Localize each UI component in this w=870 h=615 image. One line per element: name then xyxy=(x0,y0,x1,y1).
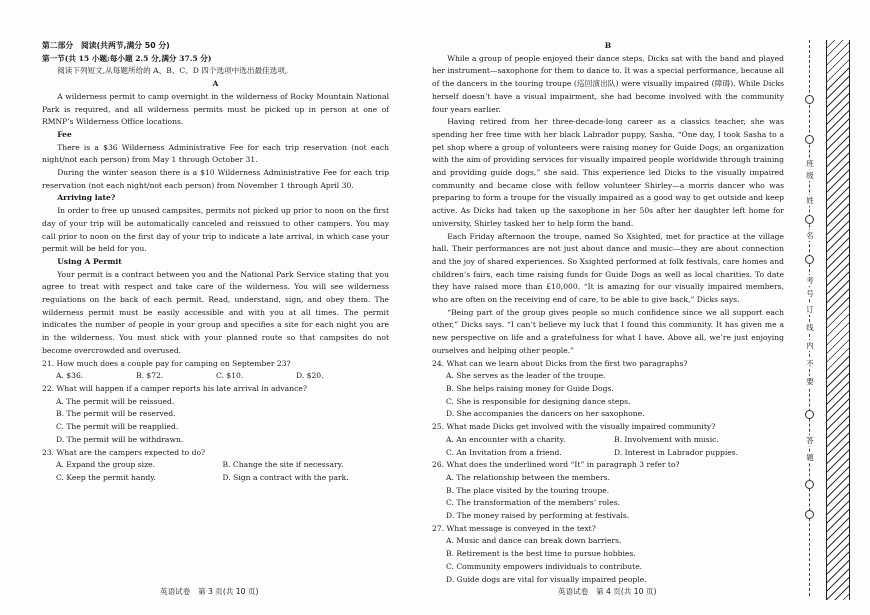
option-b: B. Retirement is the best time to pursue hobbies. xyxy=(446,549,636,559)
question-21: 21. How much does a couple pay for camping on September 23? xyxy=(42,358,291,368)
option-d: D. The permit will be withdrawn. xyxy=(56,434,184,444)
passage-a-paragraph-4: In order to free up unused campsites, permits not picked up prior to noon on the first day of your trip will be automatically canceled and reissued to other campers. You may call prior to noon on the first day of your trip to indicate a late arrival, in which case your permit will be held for you. xyxy=(42,206,389,254)
option-d: D. $20. xyxy=(296,371,324,381)
left-page-footer: 英语试卷 第 3 页(共 10 页) xyxy=(160,587,259,596)
option-d: D. Guide dogs are vital for visually impaired people. xyxy=(446,574,647,584)
right-page-footer: 英语试卷 第 4 页(共 10 页) xyxy=(558,587,657,596)
question-25-options-row-1 xyxy=(432,434,784,447)
passage-b-paragraph-4: “Being part of the group gives people so much confidence since we all support each other,” Dicks says. “I can’t believe my luck that I found this community. It has given me a new perspective on life and a gratefulness for what I have. Above all, we’re just enjoying ourselves and helping other people.” xyxy=(432,307,784,355)
left-page xyxy=(42,40,389,485)
question-24: 24. What can we learn about Dicks from the first two paragraphs? xyxy=(432,358,688,368)
passage-a-paragraph-2: There is a $36 Wilderness Administrative Fee for each trip reservation (not each night/not each person) from May 1 through October 31. xyxy=(42,142,389,165)
question-23: 23. What are the campers expected to do? xyxy=(42,447,206,457)
binding-char: 订 xyxy=(802,304,818,315)
option-a: A. The permit will be reissued. xyxy=(56,396,175,406)
question-25-options-row-2 xyxy=(432,447,784,460)
option-b: B. The permit will be reserved. xyxy=(56,409,176,419)
option-c: C. $10. xyxy=(216,371,244,381)
passage-b-paragraph-2: Having retired from her three-decade-long career as a classics teacher, she was spending her free time with her black Labrador puppy, Sasha. “One day, I took Sasha to a pet shop where a group of volunteers were raising money for Guide Dogs, an organization with the aim of providing services for visually impaired people worldwide through training and providing guide dogs,” she said. This experience led Dicks to the visually impaired community and became close with fellow volunteer Shirley—a morris dancer who was preparing to form a troupe for the visually impaired as a good way to get outside and keep active. As Dicks had taken up the saxophone in her 50s after her daughter left home for university, Shirley tasked her to help form the band. xyxy=(432,117,784,228)
binding-char: 班 xyxy=(802,158,818,169)
binding-char: 题 xyxy=(802,452,818,463)
option-d: D. Sign a contract with the park. xyxy=(222,472,349,482)
option-a: A. An encounter with a charity. xyxy=(446,434,566,444)
arriving-late-heading: Arriving late? xyxy=(57,193,116,203)
binding-char: 级 xyxy=(802,170,818,181)
question-23-options-row-2 xyxy=(42,472,389,485)
using-permit-heading: Using A Permit xyxy=(57,256,122,266)
option-b: B. Involvement with music. xyxy=(614,434,719,444)
question-22: 22. What will happen if a camper reports his late arrival in advance? xyxy=(42,383,307,393)
passage-b-letter: B xyxy=(604,41,612,50)
binding-hole-icon xyxy=(805,215,814,224)
question-26: 26. What does the underlined word “It” in paragraph 3 refer to? xyxy=(432,460,680,470)
binding-char: 不 xyxy=(802,358,818,369)
option-c: C. The transformation of the members’ roles. xyxy=(446,498,621,508)
passage-a-paragraph-1: A wilderness permit to camp overnight in the wilderness of Rocky Mountain National Park is required, and all wilderness permits must be picked up in person at one of RMNP’s Wilderness Office locations. xyxy=(42,91,389,127)
binding-hole-icon xyxy=(805,255,814,264)
option-c: C. Keep the permit handy. xyxy=(56,472,156,482)
option-b: B. Change the site if necessary. xyxy=(222,460,344,470)
binding-hole-icon xyxy=(805,95,814,104)
option-c: C. Community empowers individuals to contribute. xyxy=(446,561,643,571)
option-b: B. $72. xyxy=(136,371,164,381)
passage-a-letter: A xyxy=(212,79,219,89)
passage-a-paragraph-5: Your permit is a contract between you and the National Park Service stating that you agree to treat with respect and take care of the wilderness. You will see wilderness regulations on the back of each permit. Read, understand, sign, and obey them. The wilderness permit must be easily accessible and with you at all times. The permit indicates the number of people in your group and specifies a site for each night you are in the wilderness. You must stick with your planned route so that campsites do not become overcrowded and overused. xyxy=(42,269,389,355)
binding-hatch-margin xyxy=(826,40,850,600)
binding-char: 考 xyxy=(802,275,818,286)
option-c: C. She is responsible for designing dance steps. xyxy=(446,396,631,406)
option-a: A. $36. xyxy=(56,371,84,381)
binding-char: 内 xyxy=(802,340,818,351)
option-d: D. She accompanies the dancers on her saxophone. xyxy=(446,409,645,419)
option-a: A. Expand the group size. xyxy=(56,460,156,470)
binding-char: 号 xyxy=(802,288,818,299)
question-27: 27. What message is conveyed in the text? xyxy=(432,523,596,533)
option-a: A. The relationship between the members. xyxy=(446,472,610,482)
option-b: B. She helps raising money for Guide Dogs. xyxy=(446,383,614,393)
right-page xyxy=(432,40,784,586)
option-b: B. The place visited by the touring troupe. xyxy=(446,485,610,495)
binding-hole-icon xyxy=(805,510,814,519)
binding-char: 名 xyxy=(802,230,818,241)
passage-b-paragraph-3: Each Friday afternoon the troupe, named So Xsighted, met for practice at the village hall. Their performances are not just about dance and music—they are about connection and the joy of shared experiences. So Xsighted performed at folk festivals, care homes and children’s fairs, each time raising funds for Guide Dogs as well as local charities. To date they have raised more than £10,000. “It is amazing for our visually impaired members, who are often on the receiving end of care, to be able to give back,” Dicks says. xyxy=(432,231,784,305)
binding-hole-icon xyxy=(805,135,814,144)
option-d: D. Interest in Labrador puppies. xyxy=(614,447,739,457)
binding-hole-icon xyxy=(805,480,814,489)
binding-strip xyxy=(800,40,820,596)
binding-hole-icon xyxy=(805,410,814,419)
section-title: 第二部分 阅读(共两节,满分 50 分) xyxy=(42,41,170,50)
instruction: 阅读下列短文,从每题所给的 A、B、C、D 四个选项中选出最佳选项。 xyxy=(57,66,293,76)
option-d: D. The money raised by performing at festivals. xyxy=(446,511,630,521)
passage-a-paragraph-3: During the winter season there is a $10 Wilderness Administrative Fee for each trip reservation (not each night/not each person) from November 1 through April 30. xyxy=(42,168,389,190)
fee-heading: Fee xyxy=(57,129,72,139)
binding-char: 线 xyxy=(802,322,818,333)
option-a: A. Music and dance can break down barriers. xyxy=(446,536,622,546)
binding-char: 要 xyxy=(802,376,818,387)
question-23-options-row-1 xyxy=(42,459,389,472)
option-c: C. The permit will be reapplied. xyxy=(56,422,179,432)
option-c: C. An Invitation from a friend. xyxy=(446,447,562,457)
sub-title: 第一节(共 15 小题;每小题 2.5 分,满分 37.5 分) xyxy=(42,53,212,63)
option-a: A. She serves as the leader of the troupe. xyxy=(446,371,606,381)
passage-b-paragraph-1: While a group of people enjoyed their dance steps, Dicks sat with the band and played her instrument—saxophone for them to dance to. It was a special performance, because all of the dancers in the touring troupe (巡回演出队) were visually impaired (障碍). While Dicks herself doesn’t have a visual impairment, she had become involved with the community four years earlier. xyxy=(432,53,784,114)
binding-char: 姓 xyxy=(802,195,818,206)
question-25: 25. What made Dicks get involved with the visually impaired community? xyxy=(432,422,716,432)
binding-char: 答 xyxy=(802,435,818,446)
question-21-options xyxy=(42,370,389,383)
